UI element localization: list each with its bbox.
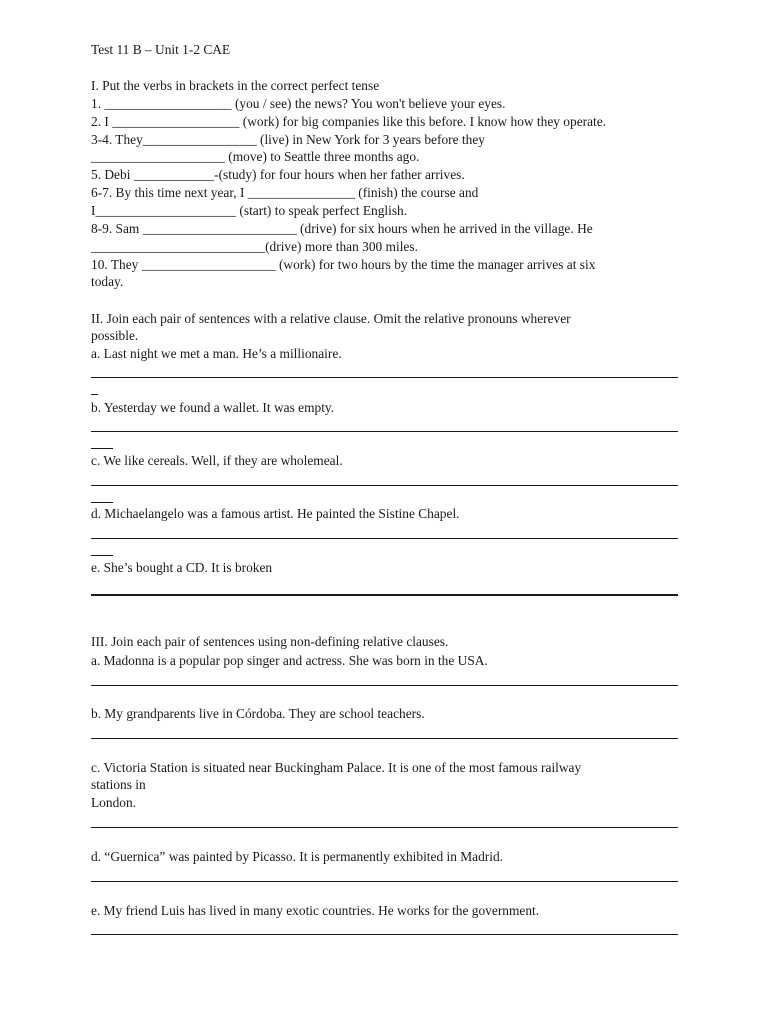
answer-line[interactable] bbox=[91, 934, 678, 935]
answer-line[interactable] bbox=[91, 377, 678, 378]
answer-line[interactable] bbox=[91, 431, 678, 432]
exercise-line: today. bbox=[91, 274, 124, 289]
sentence-pair-d: d. Michaelangelo was a famous artist. He painted the Sistine Chapel. bbox=[91, 506, 460, 521]
sentence-pair-c: c. Victoria Station is situated near Buckingham Palace. It is one of the most famous railway bbox=[91, 760, 582, 775]
sentence-pair-c-cont: stations in bbox=[91, 777, 146, 792]
exercise-line: 2. I ___________________ (work) for big companies like this before. I know how they operate. bbox=[91, 114, 607, 129]
exercise-line: I_____________________ (start) to speak perfect English. bbox=[91, 203, 408, 218]
sentence-pair-e: e. My friend Luis has lived in many exotic countries. He works for the government. bbox=[91, 903, 540, 918]
exercise-line: 1. ___________________ (you / see) the news? You won't believe your eyes. bbox=[91, 96, 506, 111]
answer-line-wrap bbox=[91, 394, 98, 395]
sentence-pair-b: b. My grandparents live in Córdoba. They are school teachers. bbox=[91, 706, 425, 721]
answer-line[interactable] bbox=[91, 685, 678, 686]
section-2-heading-cont: possible. bbox=[91, 328, 139, 343]
answer-line-wrap bbox=[91, 502, 113, 503]
test-title: Test 11 B – Unit 1-2 CAE bbox=[91, 42, 231, 57]
sentence-pair-c: c. We like cereals. Well, if they are wholemeal. bbox=[91, 453, 343, 468]
exercise-line: 8-9. Sam _______________________ (drive) for six hours when he arrived in the village. He bbox=[91, 221, 593, 236]
exercise-line: 6-7. By this time next year, I ________________ (finish) the course and bbox=[91, 185, 479, 200]
sentence-pair-a: a. Madonna is a popular pop singer and actress. She was born in the USA. bbox=[91, 653, 488, 668]
sentence-pair-c-cont: London. bbox=[91, 795, 137, 810]
answer-line[interactable] bbox=[91, 538, 678, 539]
exercise-line: 10. They ____________________ (work) for two hours by the time the manager arrives at six bbox=[91, 257, 596, 272]
answer-line[interactable] bbox=[91, 738, 678, 739]
answer-line[interactable] bbox=[91, 485, 678, 486]
answer-line[interactable] bbox=[91, 827, 678, 828]
exercise-line: ____________________ (move) to Seattle three months ago. bbox=[91, 149, 420, 164]
exercise-line: 3-4. They_________________ (live) in New York for 3 years before they bbox=[91, 132, 485, 147]
exercise-line: __________________________(drive) more than 300 miles. bbox=[91, 239, 418, 254]
sentence-pair-b: b. Yesterday we found a wallet. It was empty. bbox=[91, 400, 335, 415]
sentence-pair-d: d. “Guernica” was painted by Picasso. It is permanently exhibited in Madrid. bbox=[91, 849, 504, 864]
answer-line-wrap bbox=[91, 555, 113, 556]
section-3-heading: III. Join each pair of sentences using non-defining relative clauses. bbox=[91, 634, 449, 649]
answer-line-wrap bbox=[91, 448, 113, 449]
exercise-line: 5. Debi ____________-(study) for four hours when her father arrives. bbox=[91, 167, 465, 182]
answer-line[interactable] bbox=[91, 881, 678, 882]
answer-line[interactable] bbox=[91, 594, 678, 596]
section-1-heading: I. Put the verbs in brackets in the correct perfect tense bbox=[91, 78, 380, 93]
section-2-heading: II. Join each pair of sentences with a relative clause. Omit the relative pronouns wherever bbox=[91, 311, 571, 326]
sentence-pair-e: e. She’s bought a CD. It is broken bbox=[91, 560, 273, 575]
sentence-pair-a: a. Last night we met a man. He’s a millionaire. bbox=[91, 346, 342, 361]
